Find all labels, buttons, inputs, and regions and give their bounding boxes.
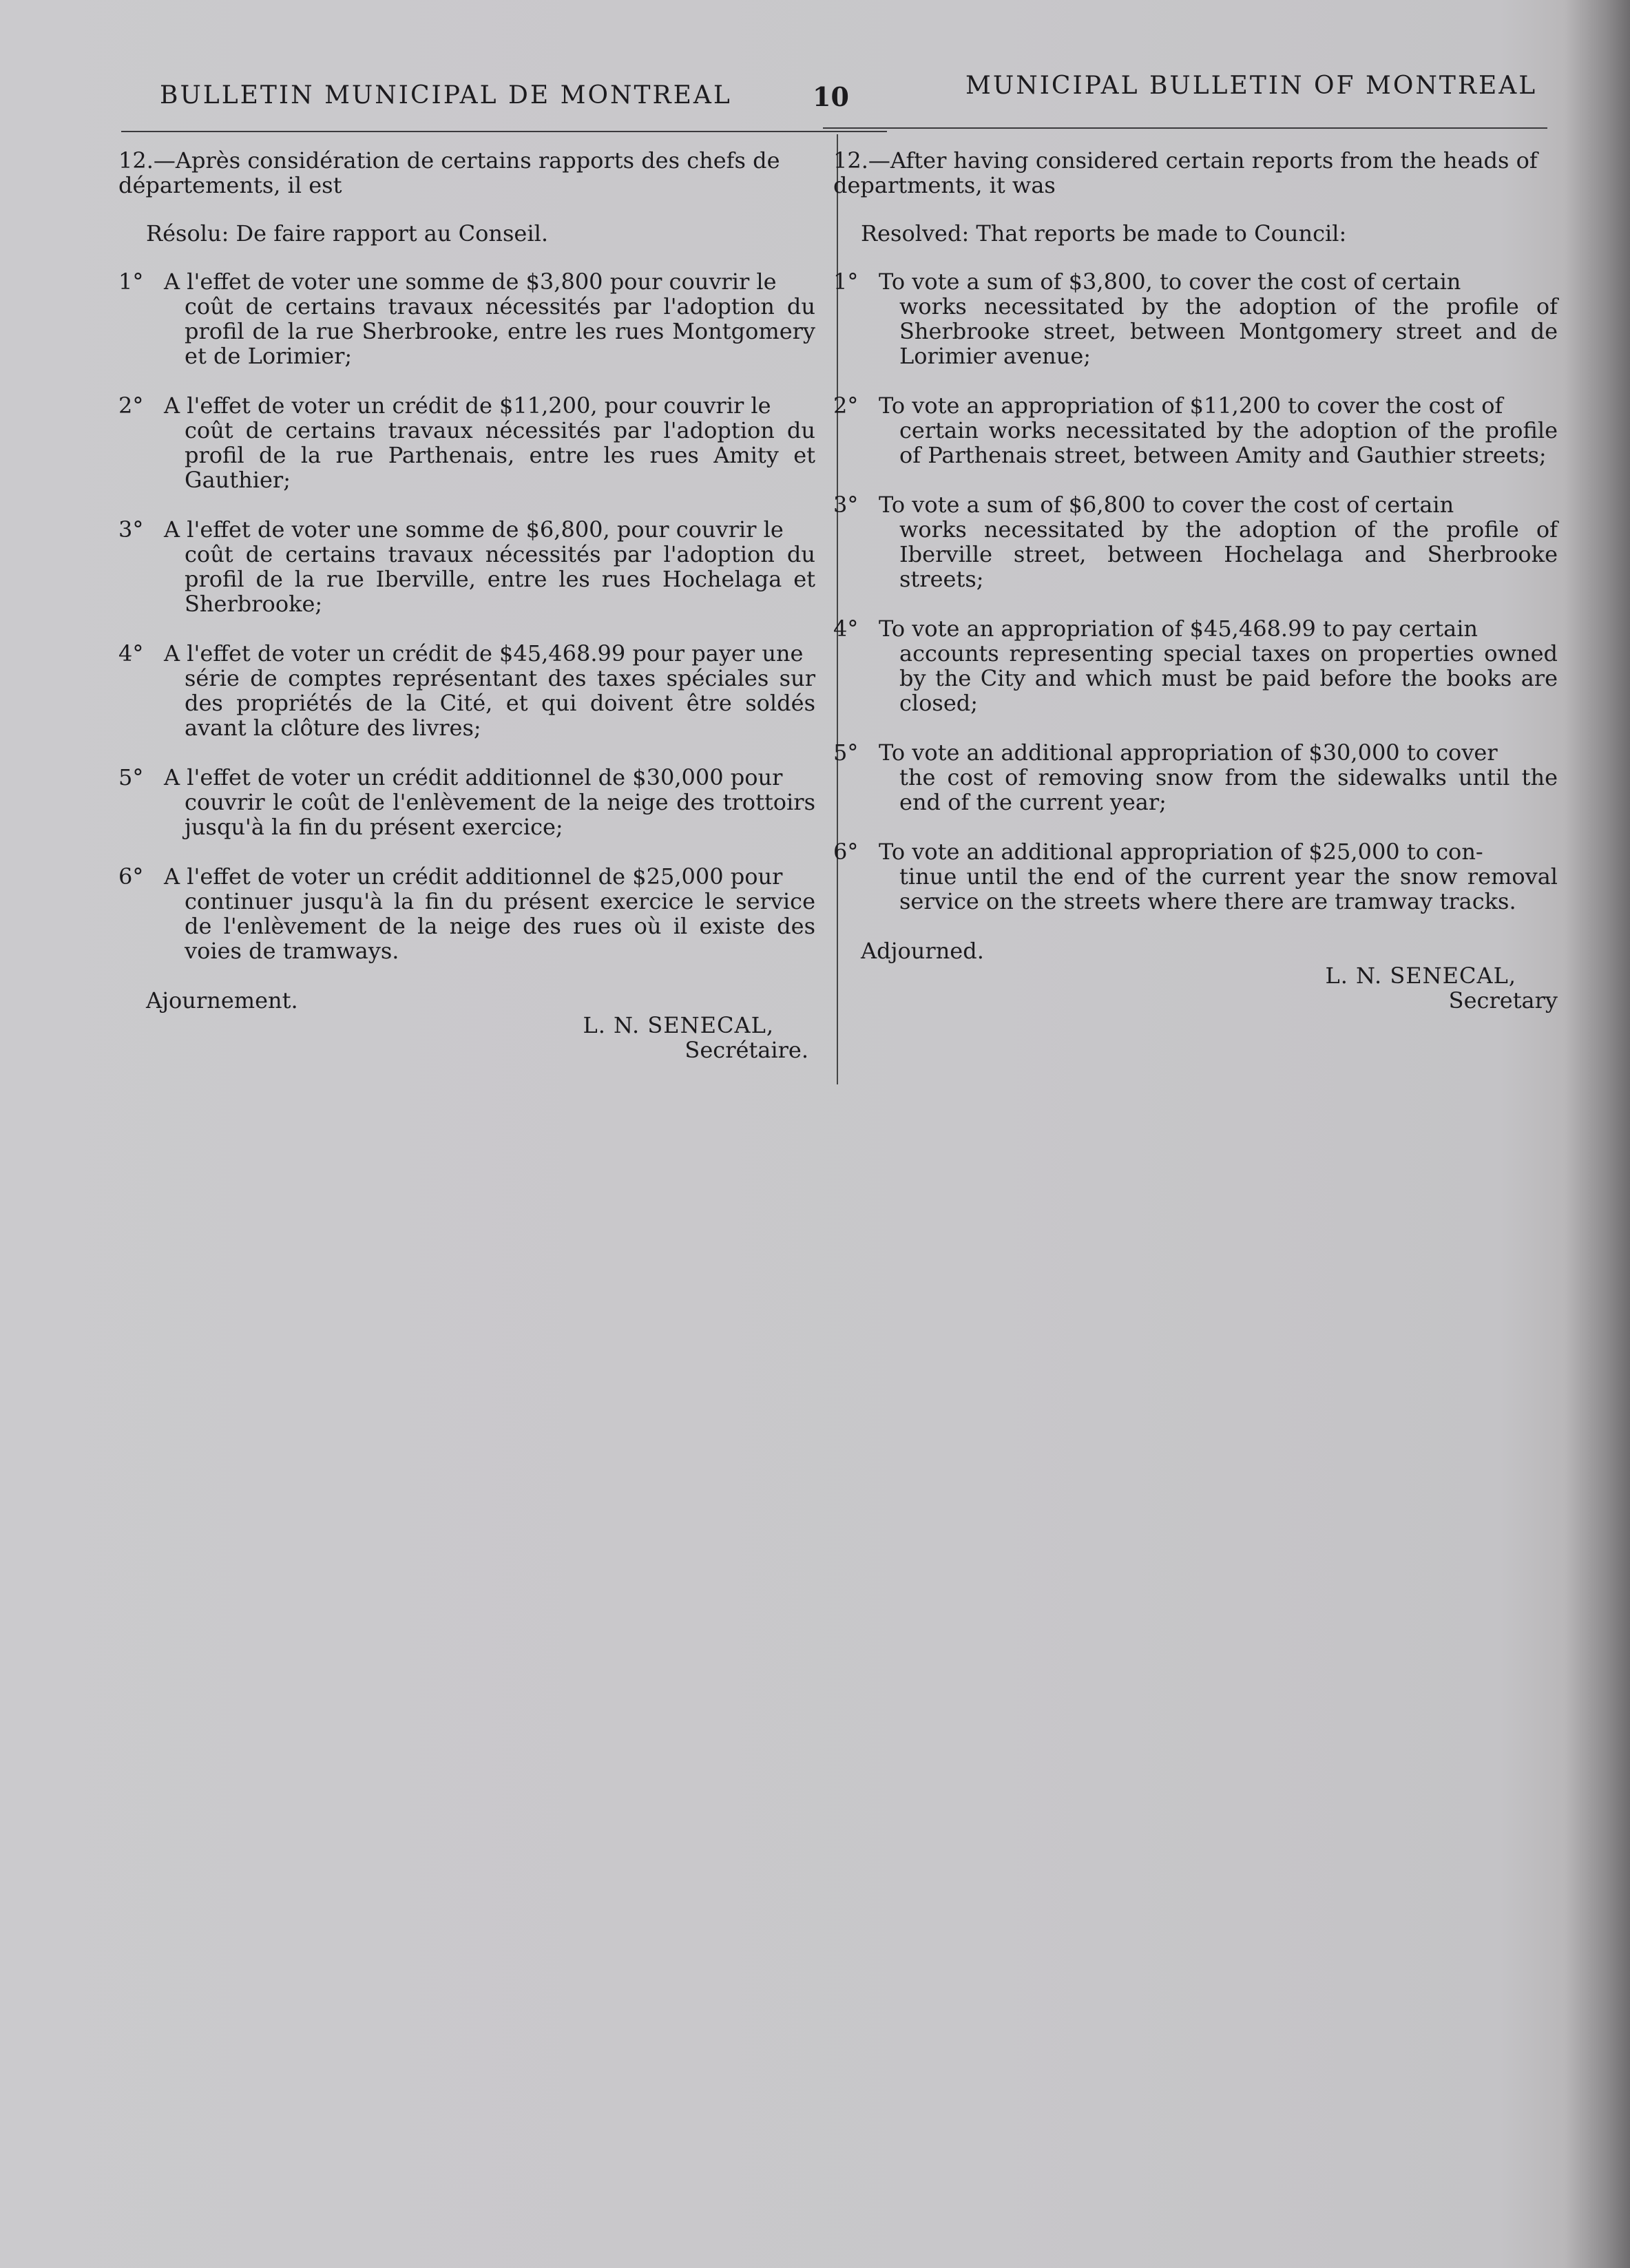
item-number: 1°	[118, 269, 144, 295]
french-item	[118, 765, 815, 839]
item-text: A l'effet de voter un crédit de $11,200, pour couvrir le	[164, 392, 771, 419]
item-number: 4°	[118, 640, 144, 666]
item-text: To vote a sum of $3,800, to cover the cost of certain	[879, 269, 1461, 295]
item-number: 3°	[833, 492, 859, 518]
header-left-title: BULLETIN MUNICIPAL DE MONTREAL	[160, 81, 732, 109]
item-text: To vote an additional appropriation of $30,000 to cover	[879, 739, 1498, 766]
item-text-cont: couvrir le coût de l'enlèvement de la neige des trottoirs jusqu'à la fin du présent exercice;	[185, 789, 815, 840]
page-header	[0, 69, 1630, 124]
french-item	[118, 864, 815, 963]
item-text-cont: certain works necessitated by the adoption of the profile of Parthenais street, between Amity and Gauthier streets;	[899, 417, 1558, 468]
french-item	[118, 517, 815, 616]
english-item	[833, 492, 1558, 591]
french-item	[118, 393, 815, 492]
item-text-cont: the cost of removing snow from the sidewalks until the end of the current year;	[899, 764, 1558, 815]
item-text-cont: série de comptes représentant des taxes spéciales sur des propriétés de la Cité, et qui doivent être soldés avant la clôture des livres;	[185, 665, 815, 741]
header-right-title: MUNICIPAL BULLETIN OF MONTREAL	[965, 72, 1538, 100]
page-number: 10	[813, 81, 849, 112]
french-column	[118, 148, 815, 1062]
item-text-cont: coût de certains travaux nécessités par l'adoption du profil de la rue Parthenais, entre les rues Amity et Gauthier;	[185, 417, 815, 493]
item-text-cont: accounts representing special taxes on properties owned by the City and which must be paid before the books are closed;	[899, 640, 1558, 716]
english-item	[833, 269, 1558, 368]
item-number: 4°	[833, 616, 859, 642]
item-text: A l'effet de voter un crédit additionnel de $25,000 pour	[164, 863, 783, 890]
english-signature: L. N. SENECAL,	[1325, 963, 1516, 989]
header-rule-right	[823, 127, 1547, 129]
english-item	[833, 393, 1558, 468]
item-text-cont: tinue until the end of the current year the snow removal service on the streets where there are tramway tracks.	[899, 863, 1558, 914]
item-text-cont: works necessitated by the adoption of the profile of Iberville street, between Hochelaga and Sherbrooke streets;	[899, 516, 1558, 592]
french-signature: L. N. SENECAL,	[583, 1012, 774, 1038]
header-rule-left	[121, 131, 887, 132]
item-text: To vote a sum of $6,800 to cover the cost of certain	[879, 492, 1454, 518]
item-text-cont: continuer jusqu'à la fin du présent exercice le service de l'enlèvement de la neige des rues où il existe des voies de tramways.	[185, 888, 815, 964]
item-number: 2°	[118, 392, 144, 419]
french-item	[118, 269, 815, 368]
item-text: To vote an additional appropriation of $25,000 to con-	[879, 839, 1483, 865]
item-text-cont: coût de certains travaux nécessités par l'adoption du profil de la rue Sherbrooke, entre les rues Montgomery et de Lorimier;	[185, 293, 815, 369]
item-number: 3°	[118, 516, 144, 543]
item-number: 5°	[118, 764, 144, 790]
english-item	[833, 616, 1558, 715]
item-text: A l'effet de voter une somme de $3,800 pour couvrir le	[164, 269, 777, 295]
english-resolved: Resolved: That reports be made to Council:	[861, 220, 1347, 246]
english-adjourn: Adjourned.	[861, 938, 984, 964]
english-item	[833, 839, 1558, 914]
item-number: 6°	[118, 863, 144, 890]
item-number: 2°	[833, 392, 859, 419]
item-text: To vote an appropriation of $45,468.99 to pay certain	[879, 616, 1479, 642]
item-text: A l'effet de voter une somme de $6,800, pour couvrir le	[164, 516, 784, 543]
item-text: A l'effet de voter un crédit de $45,468.99 pour payer une	[164, 640, 804, 666]
item-number: 6°	[833, 839, 859, 865]
english-column	[833, 148, 1558, 1013]
english-signature-title: Secretary	[1448, 987, 1558, 1014]
french-item	[118, 641, 815, 740]
english-item	[833, 740, 1558, 815]
french-resolved: Résolu: De faire rapport au Conseil.	[146, 220, 548, 246]
item-number: 1°	[833, 269, 859, 295]
item-text-cont: works necessitated by the adoption of the profile of Sherbrooke street, between Montgomery street and de Lorimier avenue;	[899, 293, 1558, 369]
english-intro: 12.—After having considered certain reports from the heads of departments, it was	[833, 147, 1538, 198]
french-intro: 12.—Après considération de certains rapports des chefs de départements, il est	[118, 147, 780, 198]
french-signature-title: Secrétaire.	[685, 1037, 808, 1063]
item-text-cont: coût de certains travaux nécessités par l'adoption du profil de la rue Iberville, entre les rues Hochelaga et Sherbrooke;	[185, 541, 815, 617]
item-text: To vote an appropriation of $11,200 to cover the cost of	[879, 392, 1503, 419]
french-adjourn: Ajournement.	[146, 987, 298, 1014]
item-number: 5°	[833, 739, 859, 766]
item-text: A l'effet de voter un crédit additionnel de $30,000 pour	[164, 764, 783, 790]
